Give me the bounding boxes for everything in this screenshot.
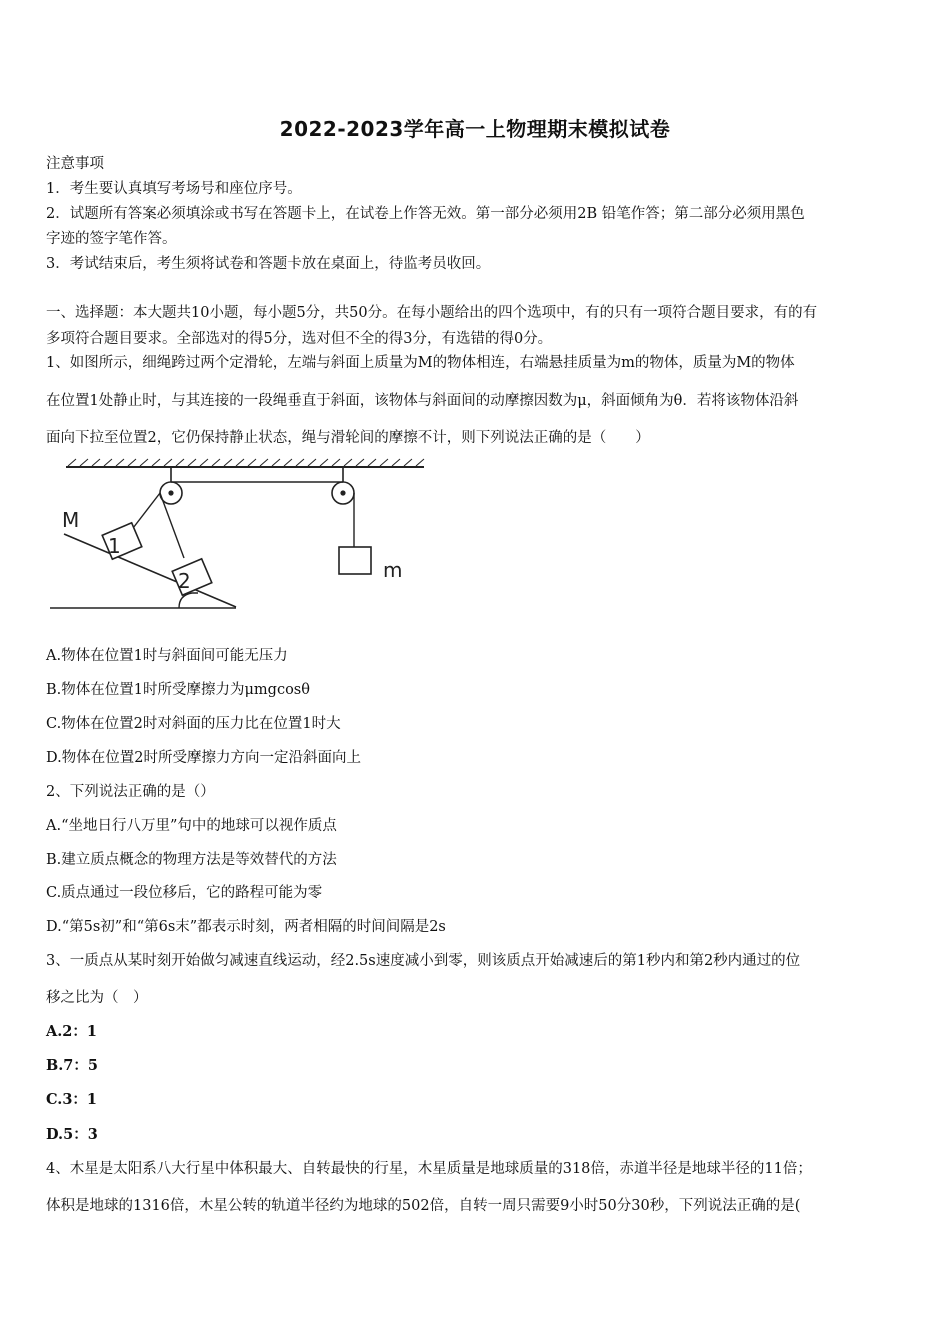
section-intro: 多项符合题目要求。全部选对的得5分，选对但不全的得3分，有选错的得0分。 (46, 331, 553, 347)
question-stem: 面向下拉至位置2，它仍保持静止状态，绳与滑轮间的摩擦不计，则下列说法正确的是（ ） (46, 430, 650, 446)
position-1-label: 1 (108, 534, 121, 558)
mass-M-label: M (62, 508, 80, 532)
q3-option-c: C.3：1 (46, 1091, 98, 1108)
question-stem: 1、如图所示，细绳跨过两个定滑轮，左端与斜面上质量为M的物体相连，右端悬挂质量为m的物体，质量为M的物体 (46, 355, 795, 371)
question-stem: 4、木星是太阳系八大行星中体积最大、自转最快的行星，木星质量是地球质量的318倍，赤道半径是地球半径的11倍； (46, 1161, 812, 1177)
ceiling (66, 459, 424, 467)
question-stem: 在位置1处静止时，与其连接的一段绳垂直于斜面，该物体与斜面间的动摩擦因数为μ，斜面倾角为θ．若将该物体沿斜 (46, 393, 799, 409)
q2-option-d: D.“第5s初”和“第6s末”都表示时刻，两者相隔的时间间隔是2s (46, 919, 446, 935)
question-stem: 移之比为（ ） (46, 990, 148, 1006)
q1-option-b: B.物体在位置1时所受摩擦力为μmgcosθ (46, 682, 310, 698)
position-2-label: 2 (178, 569, 191, 593)
page-title: 2022-2023学年高一上物理期末模拟试卷 (279, 117, 671, 141)
q1-option-d: D.物体在位置2时所受摩擦力方向一定沿斜面向上 (46, 750, 361, 766)
notice-heading: 注意事项 (46, 156, 104, 172)
question-stem: 2、下列说法正确的是（） (46, 784, 215, 800)
q1-option-c: C.物体在位置2时对斜面的压力比在位置1时大 (46, 716, 341, 732)
mass-m-label: m (383, 558, 403, 582)
incline-surface (64, 534, 236, 607)
rope-left-side (130, 504, 171, 532)
rope-to-position1 (130, 493, 160, 532)
q3-option-b: B.7：5 (46, 1057, 98, 1074)
q2-option-c: C.质点通过一段位移后，它的路程可能为零 (46, 885, 323, 901)
question-stem: 3、一质点从某时刻开始做匀减速直线运动，经2.5s速度减小到零，则该质点开始减速后的第1秒内和第2秒内通过的位 (46, 953, 801, 969)
mass-m-block (339, 547, 371, 574)
pulley-right (332, 467, 354, 504)
question-stem: 体积是地球的1316倍，木星公转的轨道半径约为地球的502倍，自转一周只需要9小时50分30秒，下列说法正确的是( (46, 1198, 801, 1214)
pulley-incline-diagram (46, 455, 431, 625)
q3-option-d: D.5：3 (46, 1126, 98, 1143)
notice-item: 3．考试结束后，考生须将试卷和答题卡放在桌面上，待监考员收回。 (46, 256, 491, 272)
notice-item: 1．考生要认真填写考场号和座位序号。 (46, 181, 302, 197)
q2-option-b: B.建立质点概念的物理方法是等效替代的方法 (46, 852, 337, 868)
q2-option-a: A.“坐地日行八万里”句中的地球可以视作质点 (46, 818, 337, 834)
q3-option-a: A.2：1 (46, 1023, 97, 1040)
pulley-left (160, 467, 182, 504)
notice-item: 2．试题所有答案必须填涂或书写在答题卡上，在试卷上作答无效。第一部分必须用2B 铅笔作答；第二部分必须用黑色 (46, 206, 805, 222)
q1-option-a: A.物体在位置1时与斜面间可能无压力 (46, 648, 288, 664)
section-intro: 一、选择题：本大题共10小题，每小题5分，共50分。在每小题给出的四个选项中，有的只有一项符合题目要求，有的有 (46, 305, 818, 321)
notice-item: 字迹的签字笔作答。 (46, 231, 177, 247)
